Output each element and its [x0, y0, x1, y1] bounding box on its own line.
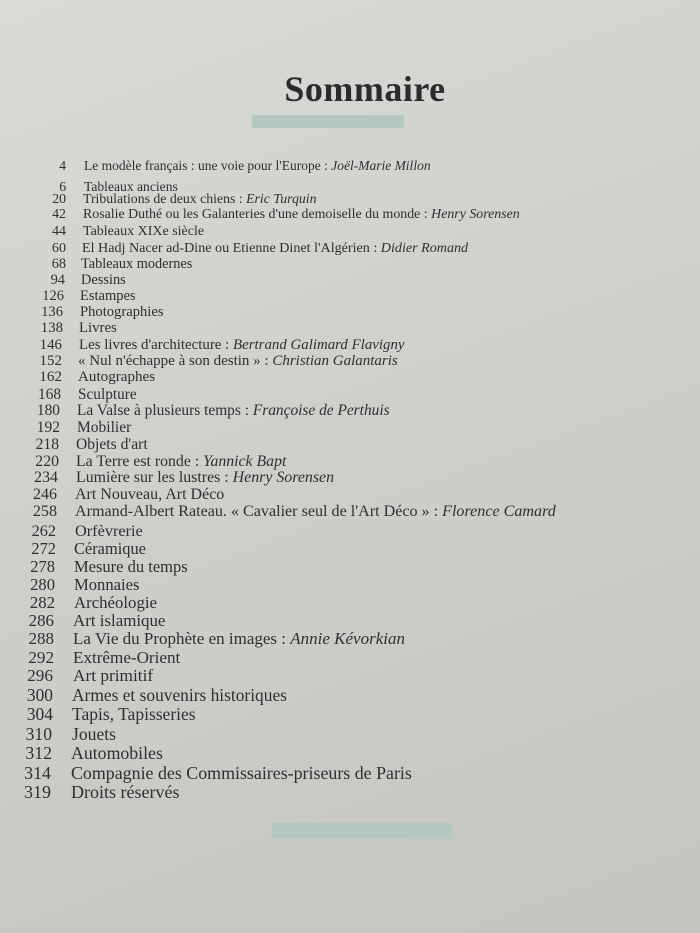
toc-row [0, 704, 700, 725]
toc-entry [75, 521, 143, 541]
toc-entry [83, 207, 520, 223]
toc-page-number: 286 [28, 611, 54, 630]
toc-entry [78, 369, 155, 386]
toc-page-number: 4 [59, 158, 66, 173]
toc-entry-title: Tableaux modernes [81, 256, 193, 272]
toc-entry-title: Le modèle français : une voie pour l'Europe : [84, 158, 332, 173]
toc-row [0, 763, 700, 784]
toc-entry-title: Droits réservés [71, 782, 180, 802]
toc-row [0, 521, 700, 541]
toc-entry [76, 469, 334, 487]
toc-entry-author: Eric Turquin [246, 191, 317, 206]
toc-row [0, 191, 700, 208]
toc-entry [82, 240, 468, 257]
toc-page-number: 126 [42, 288, 64, 304]
toc-page-number: 180 [36, 402, 60, 419]
toc-page-number: 42 [52, 207, 66, 222]
toc-entry-author: Yannick Bapt [203, 453, 287, 470]
toc-page-number: 314 [24, 763, 51, 783]
toc-page-number: 292 [28, 648, 54, 667]
toc-row [0, 743, 700, 764]
toc-entry-title: Photographies [80, 304, 164, 320]
toc-entry-title: Tribulations de deux chiens : [83, 191, 247, 206]
toc-entry-title: Sculpture [78, 386, 137, 403]
toc-row [0, 575, 700, 595]
toc-entry-title: Extrême-Orient [73, 648, 181, 667]
toc-row [0, 207, 700, 224]
toc-page-number: 288 [28, 629, 54, 648]
toc-entry-title: Tapis, Tapisseries [72, 704, 196, 724]
toc-page-number: 136 [41, 304, 63, 320]
toc-row [0, 240, 700, 257]
toc-row [0, 629, 700, 649]
toc-entry-title: Art Nouveau, Art Déco [75, 486, 225, 503]
toc-page-number: 220 [35, 453, 59, 470]
toc-entry-title: Archéologie [74, 593, 157, 612]
toc-entry-title: Estampes [80, 288, 136, 304]
toc-entry-author: Christian Galantaris [272, 353, 398, 369]
toc-entry [80, 304, 164, 321]
toc-entry [74, 539, 146, 559]
toc-entry [72, 685, 287, 706]
toc-entry-title: Lumière sur les lustres : [76, 469, 233, 486]
toc-page-number: 192 [36, 419, 60, 436]
toc-entry-title: Livres [79, 320, 117, 336]
toc-row [0, 224, 700, 241]
toc-entry-title: « Nul n'échappe à son destin » : [78, 353, 273, 369]
toc-page-number: 246 [33, 486, 57, 503]
toc-entry-author: Bertrand Galimard Flavigny [233, 337, 405, 353]
toc-entry-author: Didier Romand [380, 240, 469, 256]
toc-entry [73, 648, 180, 668]
toc-entry-title: Objets d'art [76, 436, 148, 453]
toc-page-number: 319 [24, 782, 51, 802]
toc-entry-author: Henry Sorensen [232, 469, 335, 486]
toc-entry [73, 629, 405, 649]
toc-entry [81, 272, 126, 289]
toc-entry [72, 724, 116, 745]
toc-row [0, 256, 700, 273]
toc-entry [73, 666, 153, 686]
toc-entry [83, 191, 317, 207]
toc-row [0, 557, 700, 577]
toc-entry [71, 743, 163, 764]
toc-page-number: 282 [29, 593, 55, 612]
toc-entry-title: Art islamique [73, 611, 166, 630]
toc-entry [84, 158, 431, 174]
toc-entry [72, 704, 196, 725]
toc-entry [74, 575, 139, 595]
toc-entry-title: La Terre est ronde : [76, 453, 204, 470]
toc-entry-title: Compagnie des Commissaires-priseurs de Paris [71, 763, 412, 783]
toc-page-number: 152 [39, 353, 62, 369]
toc-row [0, 320, 700, 338]
toc-entry [73, 611, 165, 631]
toc-entry-title: Mobilier [77, 419, 132, 436]
toc-entry-title: Orfèvrerie [75, 521, 143, 540]
toc-page-number: 310 [25, 724, 52, 744]
toc-entry-title: Rosalie Duthé ou les Galanteries d'une demoiselle du monde : [83, 207, 432, 222]
toc-page-number: 304 [26, 704, 53, 724]
toc-entry-author: Annie Kévorkian [290, 629, 405, 648]
toc-page-number: 296 [27, 666, 53, 685]
toc-entry-title: Jouets [72, 724, 116, 744]
toc-entry-title: La Vie du Prophète en images : [73, 629, 291, 648]
toc-entry [75, 486, 224, 504]
toc-page-number: 234 [34, 469, 58, 486]
toc-page-number: 280 [30, 575, 55, 594]
toc-entry [76, 436, 148, 454]
toc-entry-author: Henry Sorensen [431, 207, 520, 222]
toc-entry [80, 288, 136, 305]
toc-entry-title: Tableaux anciens [84, 179, 178, 194]
toc-page-number: 312 [25, 743, 52, 763]
toc-entry-title: Céramique [74, 539, 146, 558]
toc-entry-title: Armes et souvenirs historiques [72, 685, 287, 705]
toc-entry [81, 256, 192, 273]
toc-page-number: 6 [59, 179, 66, 194]
toc-entry [74, 557, 188, 577]
toc-entry [71, 782, 179, 803]
toc-page-number: 138 [40, 320, 63, 336]
toc-row [0, 611, 700, 631]
toc-page-number: 94 [50, 272, 65, 288]
toc-entry-title: Dessins [81, 272, 126, 288]
toc-row [0, 402, 700, 420]
toc-entry-title: Les livres d'architecture : [79, 337, 234, 353]
toc-entry [71, 763, 412, 784]
toc-entry [74, 593, 157, 613]
toc-page-number: 262 [31, 521, 56, 540]
toc-entry [77, 402, 390, 420]
toc-row [0, 288, 700, 305]
toc-row [0, 369, 700, 387]
toc-entry-title: Tableaux XIXe siècle [83, 224, 205, 239]
toc-row [0, 158, 700, 174]
toc-row [0, 272, 700, 289]
toc-entry-title: Monnaies [74, 575, 140, 594]
toc-entry-title: La Valse à plusieurs temps : [77, 402, 253, 419]
toc-entry-author: Joël-Marie Millon [331, 158, 431, 173]
toc-entry [83, 224, 204, 240]
toc-entry [79, 320, 117, 337]
toc-entry-title: Armand-Albert Rateau. « Cavalier seul de l'Art Déco » : [75, 503, 443, 520]
toc-page-number: 44 [52, 224, 66, 239]
toc-row [0, 539, 700, 559]
toc-entry-title: Automobiles [71, 743, 163, 763]
toc-page-number: 60 [51, 240, 66, 256]
toc-page-number: 146 [39, 337, 62, 353]
toc-entry [75, 503, 556, 521]
toc-page-number: 68 [51, 256, 66, 272]
bottom-rule [272, 823, 452, 839]
toc-page-number: 300 [26, 685, 53, 705]
toc-entry [78, 353, 398, 370]
toc-row [0, 782, 700, 804]
toc-page-number: 162 [39, 369, 62, 385]
page-title: Sommaire [284, 69, 446, 109]
toc-entry-title: Art primitif [73, 666, 154, 685]
toc-entry-title: Autographes [78, 369, 156, 385]
toc-row [0, 724, 700, 745]
toc-entry [77, 419, 131, 437]
toc-entry-author: Françoise de Perthuis [252, 402, 390, 419]
toc-row [0, 503, 700, 522]
toc-page-number: 258 [32, 503, 57, 520]
toc-entry [79, 337, 405, 354]
toc-row [0, 685, 700, 706]
toc-row [0, 593, 700, 613]
toc-entry-title: Mesure du temps [74, 557, 188, 576]
toc-entry-author: Florence Camard [442, 503, 556, 520]
toc-page-number: 20 [52, 191, 66, 206]
toc-row [0, 666, 700, 687]
toc-page-number: 278 [30, 557, 55, 576]
toc-page-number: 168 [38, 386, 61, 403]
toc-page-number: 218 [35, 436, 59, 453]
toc-entry-title: El Hadj Nacer ad-Dine ou Etienne Dinet l'Algérien : [82, 240, 381, 256]
toc-page-number: 272 [31, 539, 56, 558]
